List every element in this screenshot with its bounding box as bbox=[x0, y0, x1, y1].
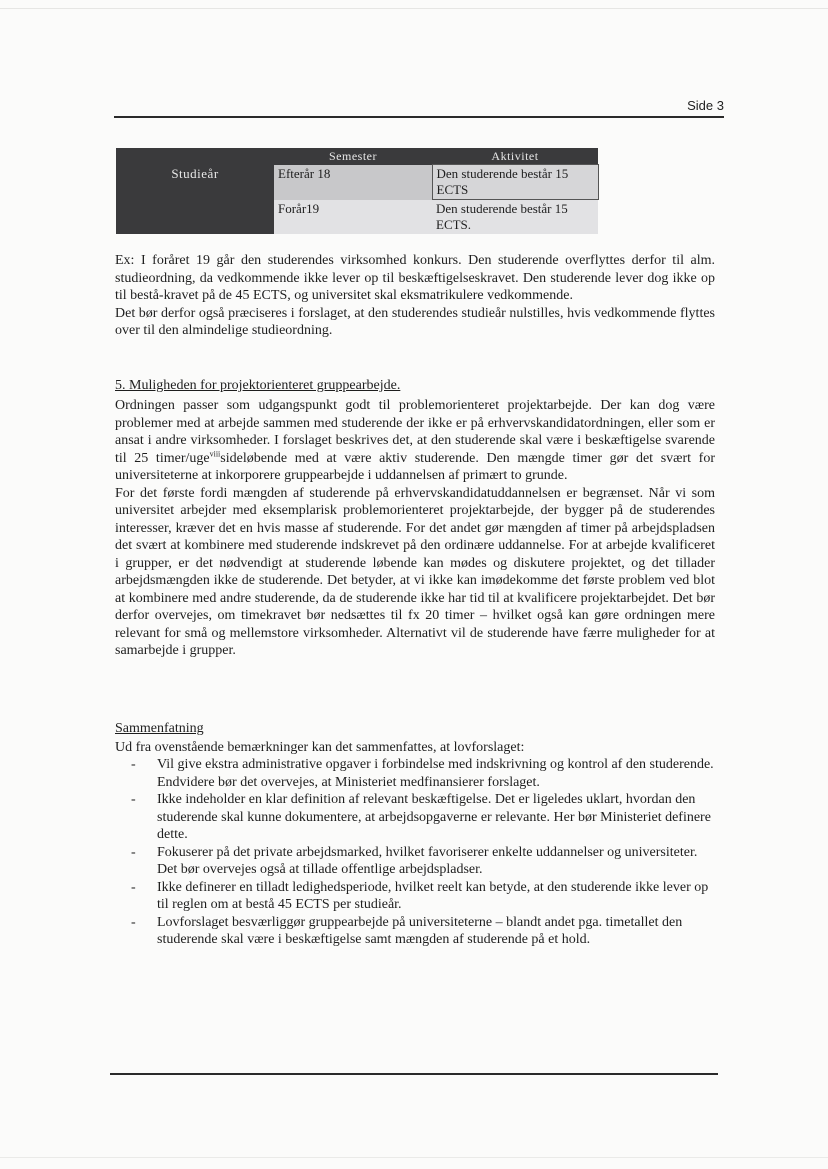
paragraph-text: Ordningen passer som udgangspunkt godt til problemorienteret projektarbejde. Der kan dog være problemer med at arbejde sammen med studerende der ikke er på erhvervskandidatordningen, eller som er ansat i andre virksomheder. I forslaget beskrives det, at den studerende skal være i beskæftigelse svarende til 25 timer/uge bbox=[115, 398, 715, 466]
table-header-year bbox=[116, 148, 274, 165]
scan-top-edge bbox=[0, 8, 828, 9]
list-item bbox=[115, 879, 715, 914]
study-activity-table bbox=[116, 148, 599, 234]
example-paragraph: Ex: I foråret 19 går den studerendes virksomhed konkurs. Den studerende overflyttes derfor til alm. studieordning, da vedkommende ikke lever op til beskæftigelseskravet. Den studerende lever dog ikke op til bestå-kravet på de 45 ECTS, og universitet skal eksmatrikulere vedkommende. bbox=[115, 253, 715, 303]
activity-cell: Den studerende består 15 ECTS bbox=[432, 165, 598, 200]
example-paragraph-block bbox=[115, 252, 715, 340]
summary-intro: Ud fra ovenstående bemærkninger kan det sammenfattes, at lovforslaget: bbox=[115, 740, 525, 755]
header-rule bbox=[114, 116, 724, 118]
activity-cell: Den studerende består 15 ECTS. bbox=[432, 200, 598, 235]
bullet-dash: - bbox=[131, 792, 136, 807]
study-year-cell: Studieår bbox=[116, 165, 274, 235]
semester-cell: Efterår 18 bbox=[274, 165, 432, 200]
table-header-semester: Semester bbox=[274, 148, 432, 165]
list-item-text: Ikke definerer en tilladt ledighedsperiode, hvilket reelt kan betyde, at den studerende ikke lever op til reglen om at bestå 45 ECTS per studieår. bbox=[157, 879, 709, 912]
list-item-text: Ikke indeholder en klar definition af relevant beskæftigelse. Det er ligeledes uklart, hvordan den studerende skal kunne dokumentere, at arbejdsopgaverne er relevante. Her bør Ministeriet definere dette. bbox=[157, 792, 711, 842]
example-paragraph-2: Det bør derfor også præciseres i forslaget, at den studerendes studieår nulstilles, hvis vedkommende flyttes over til den almindelige studieordning. bbox=[115, 305, 715, 338]
scan-bottom-edge bbox=[0, 1157, 828, 1158]
section-5-paragraph-2: For det første fordi mængden af studerende på erhvervskandidatuddannelsen er begrænset. Når vi som universitet arbejder med eksemplarisk problemorienteret projektarbejde, der bygger på de studerendes interesser, kræver det en hvis masse af studerende. For det andet gør mængden af timer på arbejdspladsen det svært at kombinere med studerende indskrevet på den ordinære uddannelse. For at arbejde kvalificeret i grupper, er det nødvendigt at studerende løbende kan mødes og diskutere projektet, og det tillader arbejdsmængden ikke de studerende. Det betyder, at vi ikke kan imødekomme det første problem ved blot at kombinere med andre studerende, da de studerende ikke har tid til at kvalificere projektarbejdet. Det bør derfor overvejes, om timekravet bør nedsættes til fx 20 timer – hvilket også kan gøre ordningen mere relevant for små og mellemstore virksomheder. Alternativt vil de studerende have færre muligheder for at samarbejde i grupper. bbox=[115, 485, 715, 658]
bullet-dash: - bbox=[131, 844, 136, 860]
list-item bbox=[115, 791, 715, 844]
footer-rule bbox=[110, 1073, 718, 1075]
table-header-row bbox=[116, 148, 598, 165]
list-item bbox=[115, 844, 715, 879]
bullet-dash: - bbox=[131, 914, 136, 930]
list-item bbox=[115, 914, 715, 949]
summary-list bbox=[115, 756, 715, 949]
table-header-activity: Aktivitet bbox=[432, 148, 598, 165]
endnote-reference: viii bbox=[209, 448, 221, 458]
paragraph-text: sideløbende med at være aktiv studerende. Den mængde timer gør det svært for universiteterne at inkorporere gruppearbejde i uddannelsen af primært to grunde. bbox=[115, 450, 715, 483]
list-item-text: Vil give ekstra administrative opgaver i forbindelse med indskrivning og kontrol af den studerende. Endvidere bør det overvejes, at Ministeriet medfinansierer forslaget. bbox=[157, 757, 714, 790]
section-number: 5. bbox=[115, 378, 126, 393]
list-item-text: Lovforslaget besværliggør gruppearbejde på universiteterne – blandt andet pga. timetallet den studerende skal være i beskæftigelse samt mængden af studerende på et hold. bbox=[157, 914, 683, 947]
table-row bbox=[116, 165, 598, 200]
bullet-dash: - bbox=[131, 879, 136, 895]
section-5-paragraph-1 bbox=[115, 397, 715, 485]
bullet-dash: - bbox=[131, 757, 136, 772]
section-5-heading bbox=[115, 378, 400, 394]
page-number: Side 3 bbox=[687, 98, 724, 113]
semester-cell: Forår19 bbox=[274, 200, 432, 235]
section-title: Muligheden for projektorienteret gruppearbejde. bbox=[129, 378, 401, 393]
section-5-body bbox=[115, 397, 715, 660]
list-item-text: Fokuserer på det private arbejdsmarked, hvilket favoriserer enkelte uddannelser og universiteter. Det bør overvejes også at tillade offentlige arbejdspladser. bbox=[157, 844, 698, 877]
list-item bbox=[115, 756, 715, 791]
summary-heading: Sammenfatning bbox=[115, 721, 204, 736]
